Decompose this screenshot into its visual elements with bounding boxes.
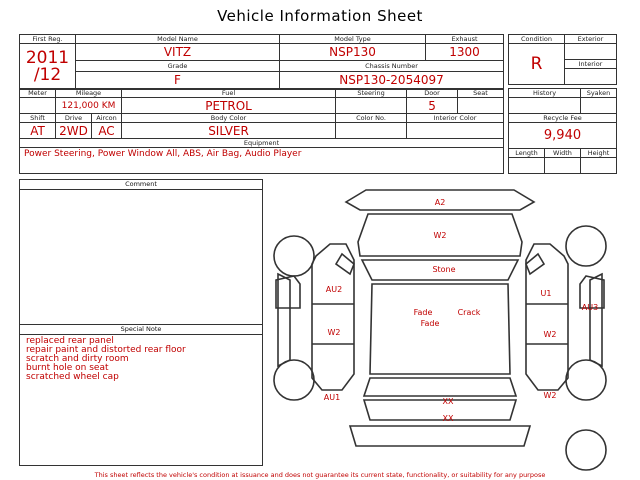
special-note-line: scratch and dirty room [26, 354, 129, 364]
history-label: History [509, 89, 581, 98]
shift-label: Shift [20, 114, 56, 123]
exterior-label: Exterior [565, 35, 617, 44]
syaken-value [581, 98, 617, 114]
rear-window-outline [364, 378, 516, 396]
recycle-fee-value: 9,940 [509, 123, 617, 149]
equipment-value: Power Steering, Power Window All, ABS, Air Bag, Audio Player [20, 148, 504, 174]
condition-value: R [509, 44, 565, 85]
damage-mark: XX [442, 397, 454, 406]
condition-label: Condition [509, 35, 565, 44]
damage-mark: Stone [432, 265, 456, 274]
condition-table [508, 34, 617, 85]
drive-value: 2WD [56, 123, 92, 139]
body-color-value: SILVER [122, 123, 336, 139]
damage-mark: W2 [543, 330, 557, 339]
right-door-panel [590, 274, 602, 366]
fuel-label: Fuel [122, 89, 336, 98]
left-mirror-outline [336, 254, 354, 274]
vehicle-spec-table [19, 88, 504, 174]
shift-value: AT [20, 123, 56, 139]
vehicle-info-table [19, 34, 504, 90]
grade-value: F [76, 71, 280, 89]
roof-outline [370, 284, 510, 374]
model-type-label: Model Type [280, 35, 426, 44]
height-value [581, 158, 617, 174]
special-note-label: Special Note [20, 325, 262, 335]
equipment-label: Equipment [20, 139, 504, 148]
seat-value [458, 98, 504, 114]
seat-label: Seat [458, 89, 504, 98]
special-note-list [20, 335, 262, 382]
steering-label: Steering [336, 89, 407, 98]
model-name-value: VITZ [76, 44, 280, 61]
comment-text [20, 190, 262, 192]
special-note-line: scratched wheel cap [26, 372, 119, 382]
fuel-value: PETROL [122, 98, 336, 114]
damage-mark: AU1 [323, 393, 341, 402]
width-value [545, 158, 581, 174]
special-note-line: replaced rear panel [26, 336, 114, 346]
damage-mark: W2 [327, 328, 341, 337]
aircon-value: AC [92, 123, 122, 139]
special-note-line: repair paint and distorted rear floor [26, 345, 186, 355]
rear-gate-outline [364, 400, 516, 420]
right-body-outline [526, 244, 568, 390]
wheel-spare [566, 430, 606, 470]
rear-bumper-outline [350, 426, 530, 446]
meter-value [20, 98, 56, 114]
meter-label: Meter [20, 89, 56, 98]
wheel-right-front [566, 226, 606, 266]
damage-mark: AU2 [325, 285, 343, 294]
model-name-label: Model Name [76, 35, 280, 44]
grade-label: Grade [76, 61, 280, 71]
exhaust-value: 1300 [426, 44, 504, 61]
interior-value [565, 69, 617, 85]
drive-label: Drive [56, 114, 92, 123]
interior-color-label: Interior Color [407, 114, 504, 123]
exterior-value [565, 44, 617, 60]
sheet-title: Vehicle Information Sheet [217, 7, 423, 25]
recycle-fee-label: Recycle Fee [509, 114, 617, 123]
color-no-label: Color No. [336, 114, 407, 123]
aircon-label: Aircon [92, 114, 122, 123]
color-no-value [336, 123, 407, 139]
left-door-panel [278, 274, 290, 366]
damage-mark: Crack [457, 308, 481, 317]
length-label: Length [509, 149, 545, 158]
door-value: 5 [407, 98, 458, 114]
special-note-line: burnt hole on seat [26, 363, 109, 373]
damage-mark: Fade [420, 319, 440, 328]
right-mirror-outline [526, 254, 544, 274]
wheel-right-rear [566, 360, 606, 400]
disclaimer: This sheet reflects the vehicle's condition at issuance and does not guarantee its current state, functionality, or suitability for any purpose [94, 471, 546, 479]
chassis-label: Chassis Number [280, 61, 504, 71]
first-reg-month: /12 [33, 64, 62, 85]
damage-mark: AU3 [581, 303, 599, 312]
interior-label: Interior [565, 60, 617, 69]
damage-mark: W2 [433, 231, 447, 240]
special-note-box [19, 324, 263, 466]
interior-color-value [407, 123, 504, 139]
chassis-value: NSP130-2054097 [280, 71, 504, 89]
mileage-label: Mileage [56, 89, 122, 98]
left-body-outline [312, 244, 354, 390]
comment-label: Comment [20, 180, 262, 190]
damage-mark: U1 [540, 289, 552, 298]
height-label: Height [581, 149, 617, 158]
mileage-value: 121,000 KM [56, 98, 122, 114]
body-color-label: Body Color [122, 114, 336, 123]
history-value [509, 98, 581, 114]
width-label: Width [545, 149, 581, 158]
damage-mark: XX [442, 414, 454, 423]
door-label: Door [407, 89, 458, 98]
exhaust-label: Exhaust [426, 35, 504, 44]
first-reg-label: First Reg. [20, 35, 76, 44]
wheel-left-front [274, 236, 314, 276]
damage-mark: W2 [543, 391, 557, 400]
first-reg-year: 2011 [25, 47, 70, 68]
first-reg-cell [20, 44, 76, 90]
model-type-value: NSP130 [280, 44, 426, 61]
comment-box [19, 179, 263, 325]
syaken-label: Syaken [581, 89, 617, 98]
wheel-left-rear [274, 360, 314, 400]
damage-mark: A2 [434, 198, 446, 207]
steering-value [336, 98, 407, 114]
left-front-fender [276, 276, 300, 308]
damage-mark: Fade [413, 308, 433, 317]
car-damage-diagram [270, 184, 610, 474]
history-table [508, 88, 617, 174]
length-value [509, 158, 545, 174]
